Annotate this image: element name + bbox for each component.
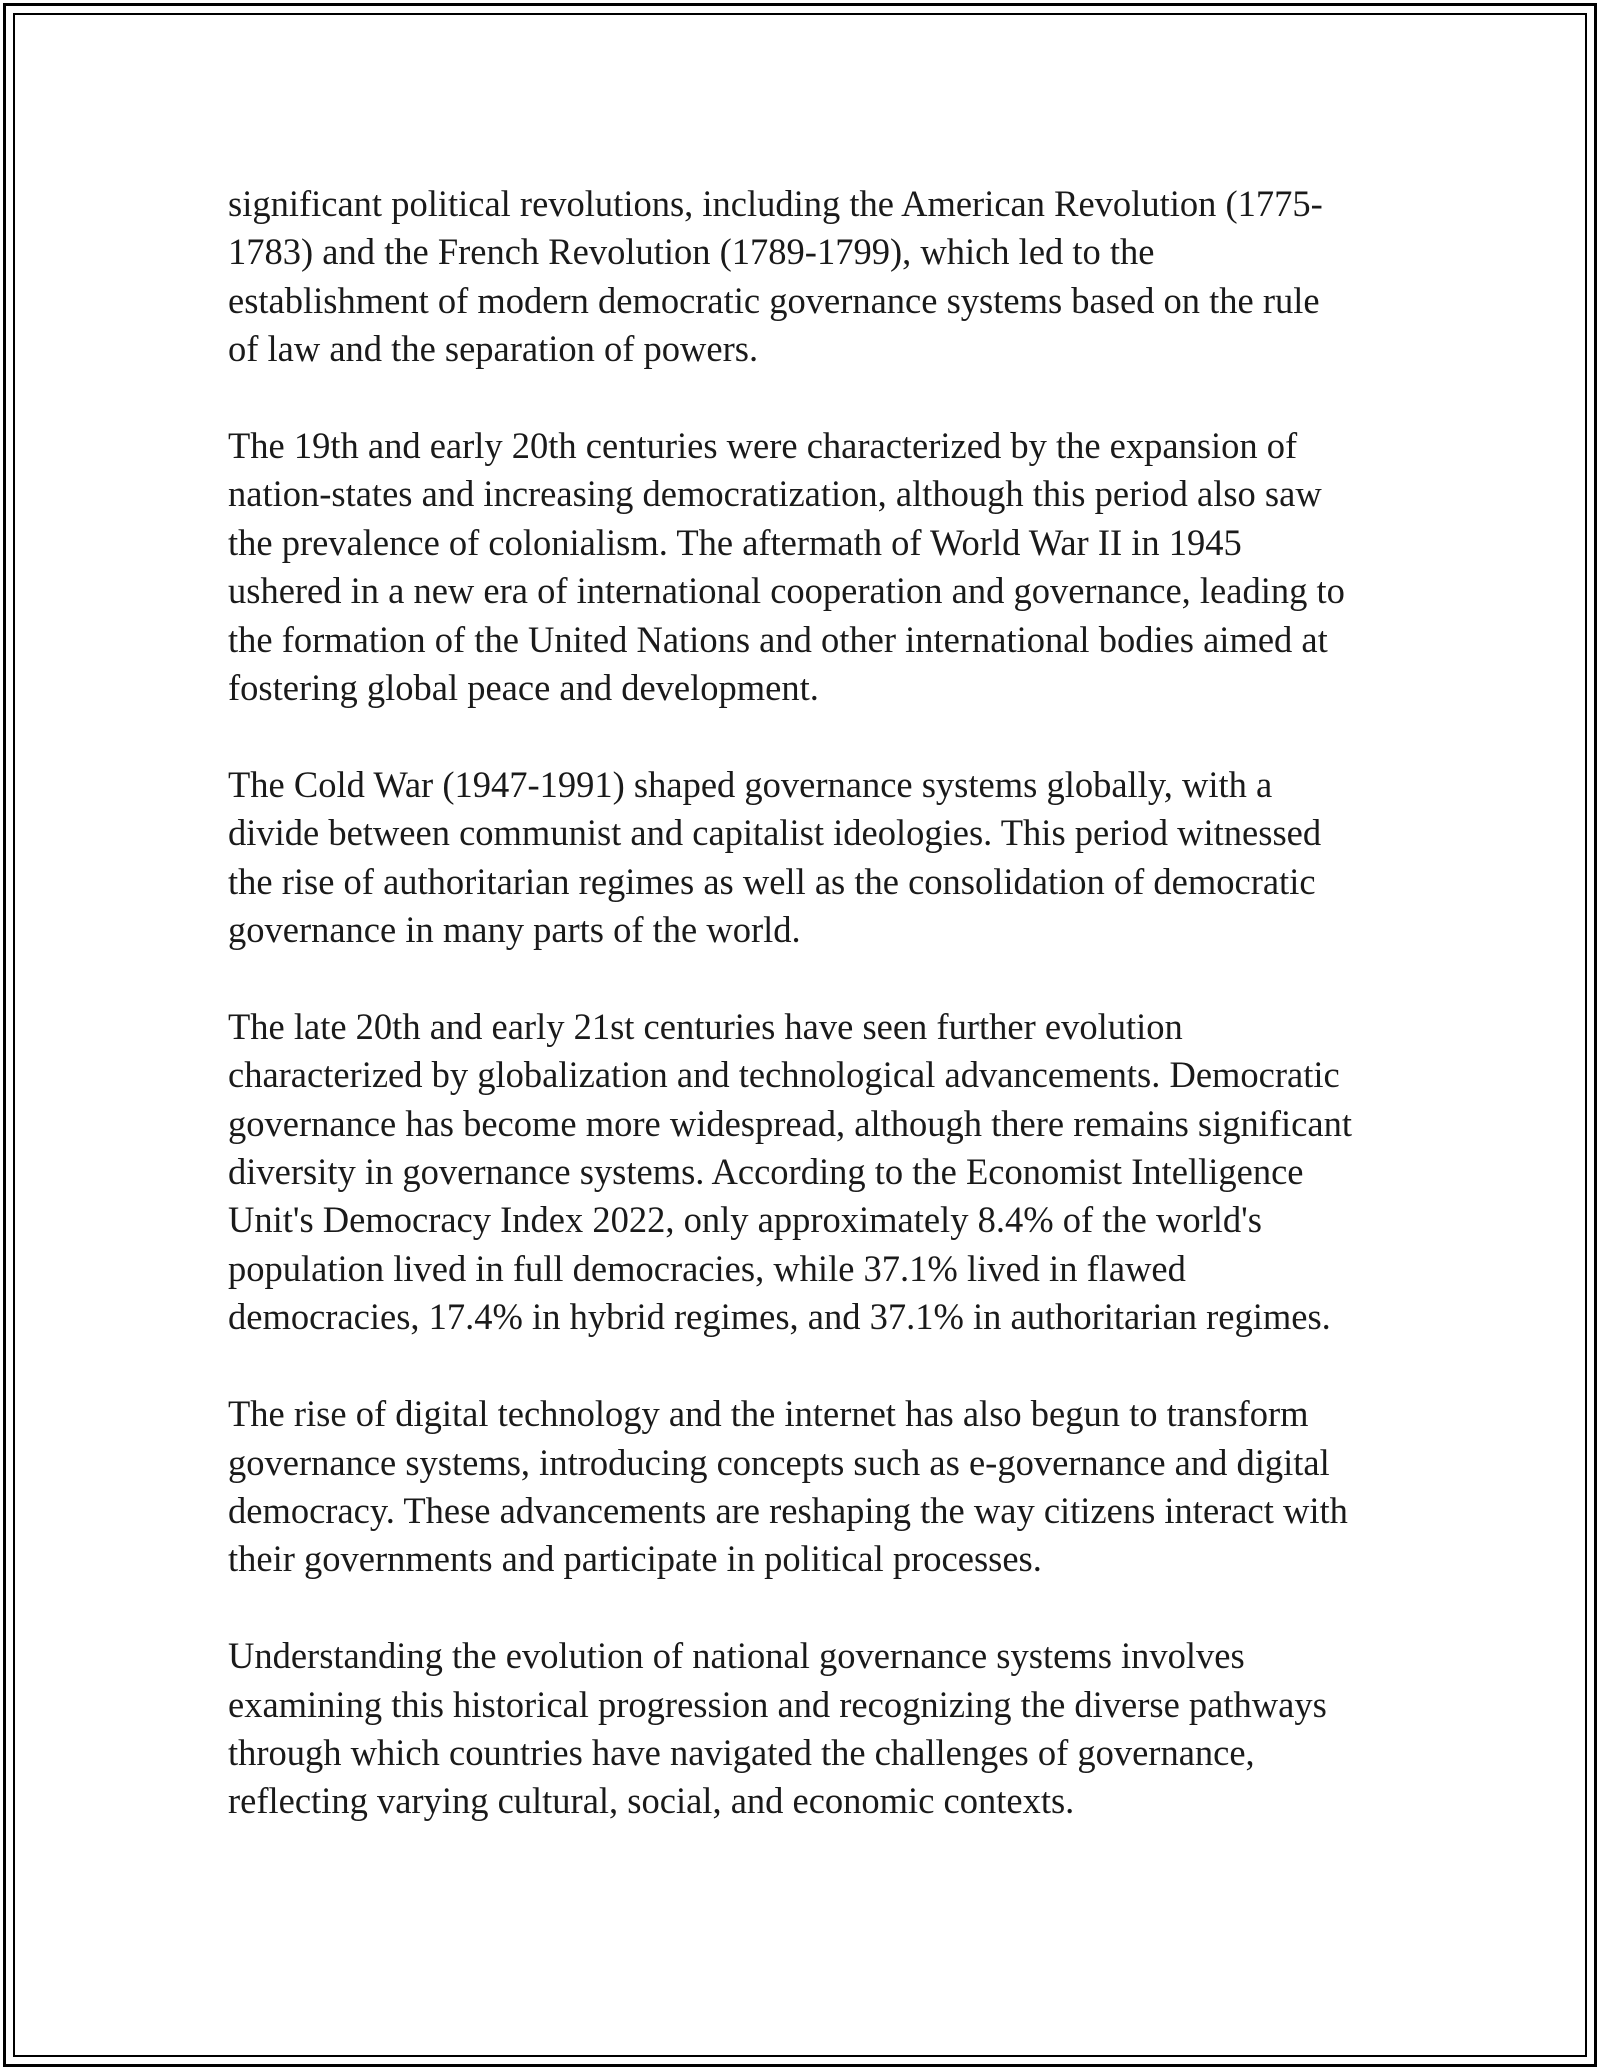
paragraph-digital-technology: The rise of digital technology and the internet has also begun to transform governance systems, introducing concepts such as e-governance and digital democracy. These advancements are reshaping the way citizens interact with their governments and participate in political processes. [228, 1393, 1348, 1580]
document-body [228, 180, 1373, 1826]
paragraph-cold-war: The Cold War (1947-1991) shaped governance systems globally, with a divide between communist and capitalist ideologies. This period witnessed the rise of authoritarian regimes as well as the consolidation of democratic governance in many parts of the world. [228, 763, 1322, 951]
paragraph-understanding-evolution: Understanding the evolution of national governance systems involves examining this historical progression and recognizing the diverse pathways through which countries have navigated the challenges of governance, reflecting varying cultural, social, and economic contexts. [228, 1635, 1327, 1822]
paragraph-late-20th-21st-centuries: The late 20th and early 21st centuries have seen further evolution characterized by globalization and technological advancements. Democratic governance has become more widespread, although there remains significant diversity in governance systems. According to the Economist Intelligence Unit's Democracy Index 2022, only approximately 8.4% of the world's population lived in full democracies, while 37.1% lived in flawed democracies, 17.4% in hybrid regimes, and 37.1% in authoritarian regimes. [228, 1005, 1352, 1338]
paragraph-19th-20th-centuries: The 19th and early 20th centuries were characterized by the expansion of nation-states and increasing democratization, although this period also saw the prevalence of colonialism. The aftermath of World War II in 1945 ushered in a new era of international cooperation and governance, leading to the formation of the United Nations and other international bodies aimed at fostering global peace and development. [228, 425, 1345, 709]
paragraph-revolutions: significant political revolutions, including the American Revolution (1775- 1783) and the French Revolution (1789-1799), which led to the establishment of modern democratic governance systems based on the rule of law and the separation of powers. [228, 183, 1323, 370]
